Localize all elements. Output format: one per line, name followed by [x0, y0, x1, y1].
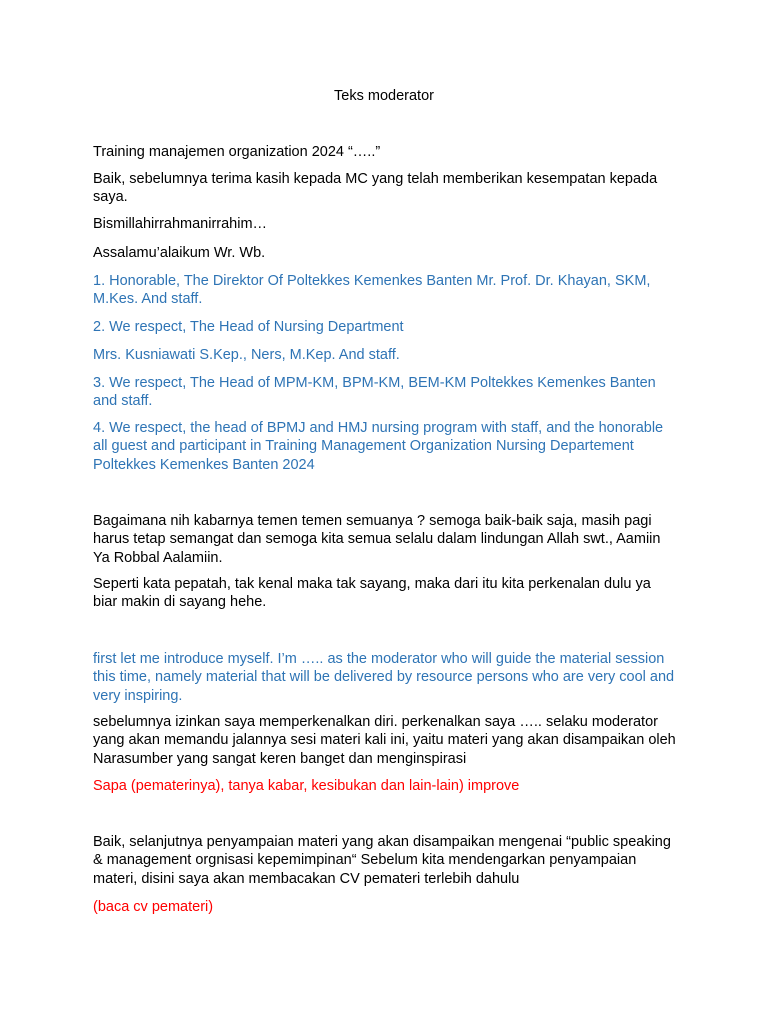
- greeting-nursing-head: 2. We respect, The Head of Nursing Department: [93, 319, 404, 335]
- document-title: Teks moderator: [334, 88, 434, 104]
- speaker-greeting-note: Sapa (pematerinya), tanya kabar, kesibukan dan lain-lain) improve: [93, 778, 520, 794]
- greeting-kusniawati: Mrs. Kusniawati S.Kep., Ners, M.Kep. And staff.: [93, 347, 400, 363]
- greeting-director: 1. Honorable, The Direktor Of Poltekkes Kemenkes Banten Mr. Prof. Dr. Khayan, SKM, M.Kes. And staff.: [93, 273, 651, 308]
- material-intro-paragraph: Baik, selanjutnya penyampaian materi yang akan disampaikan mengenai “public speaking & management orgnisasi kepemimpinan“ Sebelum kita mendengarkan penyampaian materi, disini saya akan membacakan CV pemateri terlebih dahulu: [93, 834, 671, 887]
- read-cv-note: (baca cv pemateri): [93, 899, 214, 915]
- bismillah-line: Bismillahirrahmanirrahim…: [93, 216, 268, 232]
- salam-line: Assalamu’alaikum Wr. Wb.: [93, 245, 266, 261]
- proverb-paragraph: Seperti kata pepatah, tak kenal maka tak sayang, maka dari itu kita perkenalan dulu ya biar makin di sayang hehe.: [93, 576, 651, 611]
- greeting-mpm-bpm-bem: 3. We respect, The Head of MPM-KM, BPM-KM, BEM-KM Poltekkes Kemenkes Banten and staff.: [93, 375, 656, 410]
- greeting-bpmj-hmj: 4. We respect, the head of BPMJ and HMJ nursing program with staff, and the honorable all guest and participant in Training Management Organization Nursing Departement Poltekkes Kemenkes Banten 2024: [93, 420, 664, 473]
- how-are-you-paragraph: Bagaimana nih kabarnya temen temen semuanya ? semoga baik-baik saja, masih pagi harus tetap semangat dan semoga kita semua selalu dalam lindungan Allah swt., Aamiin Ya Robbal Aalamiin.: [93, 513, 661, 566]
- training-heading: Training manajemen organization 2024 “…..”: [93, 144, 381, 160]
- introduce-indonesian: sebelumnya izinkan saya memperkenalkan diri. perkenalkan saya ….. selaku moderator yang akan memandu jalannya sesi materi kali ini, yaitu materi yang akan disampaikan oleh Narasumber yang sangat keren banget dan menginspirasi: [93, 714, 676, 767]
- introduce-english: first let me introduce myself. I’m ….. as the moderator who will guide the material session this time, namely material that will be delivered by resource persons who are very cool and very inspiring.: [93, 651, 675, 704]
- opening-thanks: Baik, sebelumnya terima kasih kepada MC yang telah memberikan kesempatan kepada saya.: [93, 171, 658, 206]
